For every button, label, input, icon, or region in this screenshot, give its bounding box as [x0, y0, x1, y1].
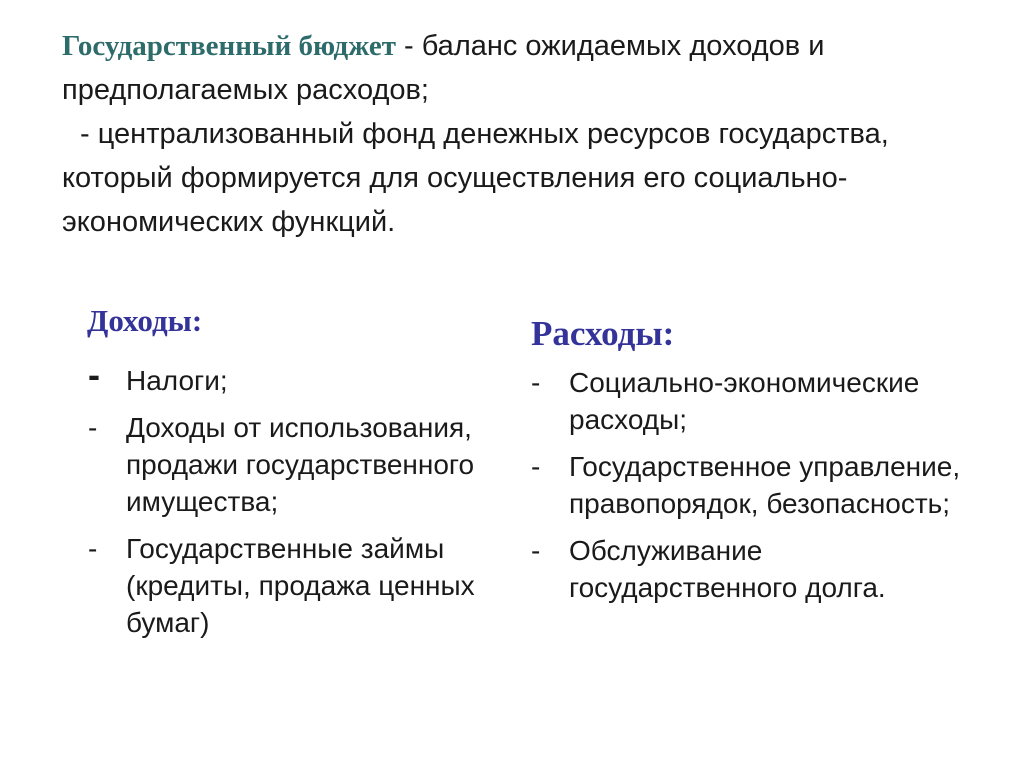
income-list	[88, 354, 488, 651]
expense-item-bullet: -	[531, 451, 541, 482]
income-item	[88, 354, 488, 399]
income-item-bullet: -	[88, 533, 98, 564]
income-title: Доходы:	[87, 303, 203, 338]
budget-term: Государственный бюджет	[62, 30, 396, 62]
expense-item	[531, 364, 971, 438]
budget-definition-first: - баланс ожидаемых доходов и предполагаемых расходов;	[62, 30, 825, 106]
expenses-title: Расходы:	[531, 314, 675, 353]
expense-item-bullet: -	[531, 367, 541, 398]
income-item	[88, 530, 488, 641]
budget-definition	[62, 24, 982, 244]
income-item-bullet: -	[88, 412, 98, 443]
expense-item-text: Социально-экономические расходы;	[569, 367, 920, 435]
income-item-bullet: -	[88, 354, 100, 395]
income-item-text: Доходы от использования, продажи государственного имущества;	[126, 412, 475, 517]
expense-item-text: Обслуживание государственного долга.	[569, 535, 886, 603]
expense-item	[531, 532, 971, 606]
income-item-text: Налоги;	[126, 365, 228, 396]
income-item-text: Государственные займы (кредиты, продажа ценных бумаг)	[126, 533, 475, 638]
expense-item-bullet: -	[531, 535, 541, 566]
expense-item-text: Государственное управление, правопорядок, безопасность;	[569, 451, 961, 519]
expense-item	[531, 448, 971, 522]
income-item	[88, 409, 488, 520]
budget-definition-second: - централизованный фонд денежных ресурсов государства, который формируется для осуществления его социально-экономических функций.	[62, 118, 889, 238]
expenses-list	[531, 364, 971, 616]
